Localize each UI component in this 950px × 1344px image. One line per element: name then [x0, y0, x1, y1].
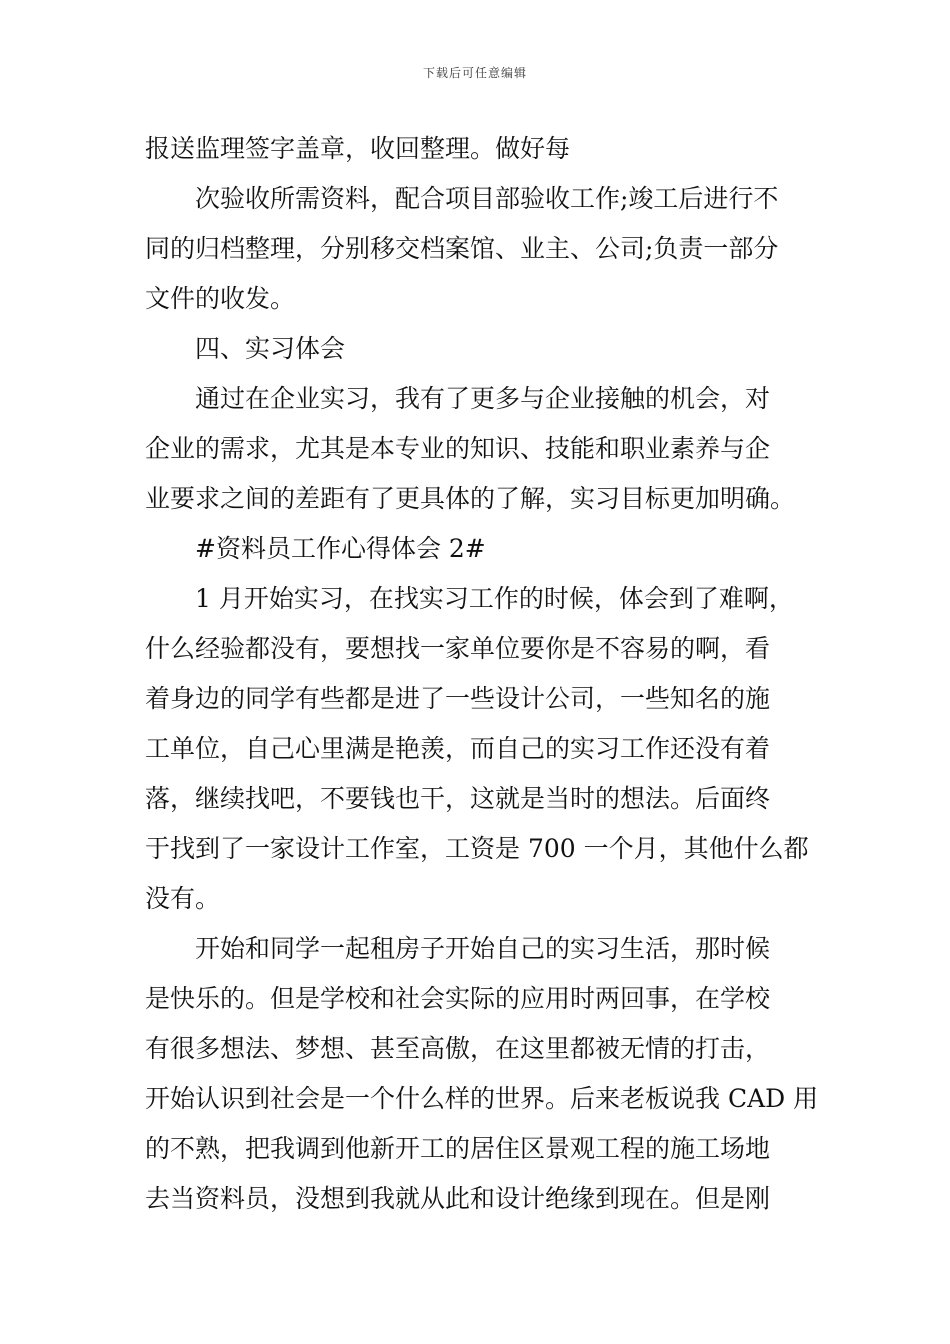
- text-line: 于找到了一家设计工作室，工资是 700 一个月，其他什么都: [145, 834, 809, 863]
- text-line: 工单位，自己心里满是艳羡，而自己的实习工作还没有着: [145, 734, 771, 763]
- section-heading: #资料员工作心得体会 2#: [195, 534, 486, 563]
- text-line: 着身边的同学有些都是进了一些设计公司，一些知名的施: [145, 684, 771, 713]
- section-heading: 四、实习体会: [195, 334, 346, 363]
- text-line: 1 月开始实习，在找实习工作的时候，体会到了难啊，: [195, 584, 794, 613]
- page-header: 下载后可任意编辑: [422, 66, 527, 80]
- text-line: 没有。: [145, 884, 221, 913]
- text-line: 开始认识到社会是一个什么样的世界。后来老板说我 CAD 用: [145, 1084, 819, 1113]
- text-line: 次验收所需资料，配合项目部验收工作;竣工后进行不: [195, 184, 779, 213]
- text-line: 是快乐的。但是学校和社会实际的应用时两回事，在学校: [145, 984, 771, 1013]
- text-line: 同的归档整理，分别移交档案馆、业主、公司;负责一部分: [145, 234, 779, 263]
- text-line: 开始和同学一起租房子开始自己的实习生活，那时候: [195, 934, 771, 963]
- text-line: 报送监理签字盖章，收回整理。做好每: [145, 134, 571, 163]
- text-line: 去当资料员，没想到我就从此和设计绝缘到现在。但是刚: [145, 1184, 771, 1213]
- text-line: 业要求之间的差距有了更具体的了解，实习目标更加明确。: [145, 484, 796, 513]
- text-line: 文件的收发。: [145, 284, 296, 313]
- text-line: 落，继续找吧，不要钱也干，这就是当时的想法。后面终: [145, 784, 771, 813]
- text-line: 通过在企业实习，我有了更多与企业接触的机会，对: [195, 384, 771, 413]
- text-line: 企业的需求，尤其是本专业的知识、技能和职业素养与企: [145, 434, 771, 463]
- text-line: 什么经验都没有，要想找一家单位要你是不容易的啊，看: [145, 634, 771, 663]
- text-line: 的不熟，把我调到他新开工的居住区景观工程的施工场地: [145, 1134, 771, 1163]
- text-line: 有很多想法、梦想、甚至高傲，在这里都被无情的打击，: [145, 1034, 771, 1063]
